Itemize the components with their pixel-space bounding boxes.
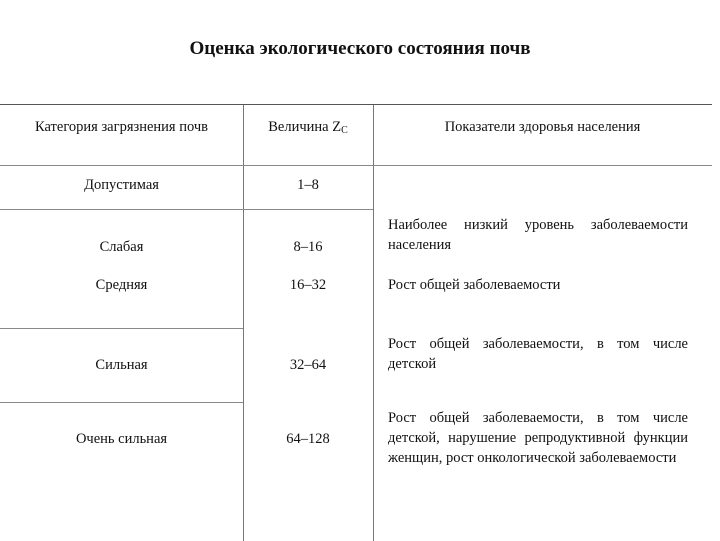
header-category: Категория загрязнения почв	[35, 119, 208, 135]
row-health: Рост общей заболеваемости, в том числе детской, нарушение репродуктивной функции женщин, рост онкологической заболеваемости	[388, 410, 688, 466]
page-title: Оценка экологического состояния почв	[189, 38, 531, 59]
header-value-subscript: C	[341, 125, 348, 136]
row-divider	[0, 328, 243, 329]
row-value: 64–128	[286, 431, 330, 447]
soil-assessment-table	[0, 104, 712, 541]
row-value: 1–8	[297, 177, 319, 193]
row-value: 32–64	[289, 357, 327, 373]
row-divider	[0, 402, 243, 403]
row-health: Рост общей заболеваемости, в том числе детской	[388, 336, 688, 372]
column-divider	[373, 105, 374, 541]
row-category: Средняя	[95, 277, 148, 293]
row-category: Слабая	[99, 239, 144, 255]
column-divider	[243, 105, 244, 541]
row-category: Допустимая	[84, 177, 159, 193]
header-value	[243, 117, 373, 141]
row-category: Сильная	[95, 357, 148, 373]
row-category: Очень сильная	[75, 431, 168, 447]
row-divider	[0, 165, 712, 166]
row-value: 8–16	[293, 239, 323, 255]
row-health: Рост общей заболеваемости	[388, 277, 561, 293]
header-health: Показатели здоровья населения	[444, 119, 641, 135]
header-value-label: Величина Z	[268, 119, 342, 135]
row-health: Наиболее низкий уровень заболеваемости населения	[388, 217, 688, 253]
row-value: 16–32	[289, 277, 327, 293]
row-divider	[0, 209, 373, 210]
